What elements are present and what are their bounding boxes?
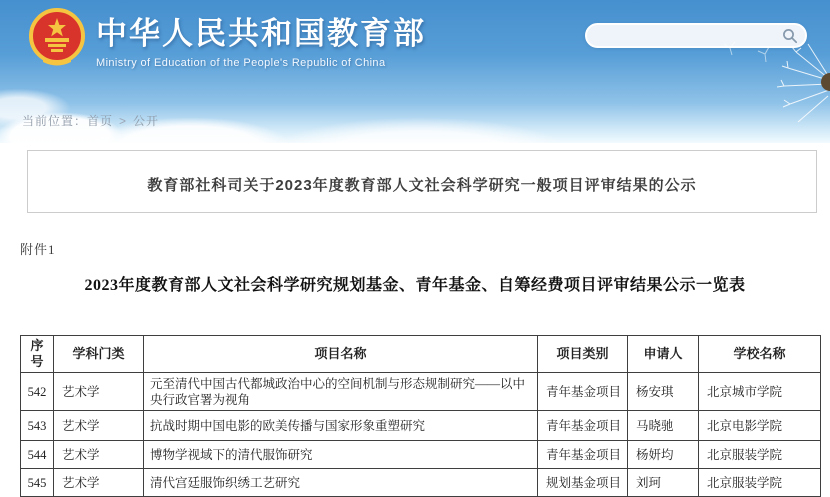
brand-text <box>96 8 426 69</box>
column-header: 序号 <box>21 336 54 373</box>
table-cell: 545 <box>21 469 54 497</box>
document-title-box <box>27 150 817 213</box>
table-title: 2023年度教育部人文社会科学研究规划基金、青年基金、自筹经费项目评审结果公示一览表 <box>84 277 746 294</box>
results-table <box>20 335 821 497</box>
table-cell: 元至清代中国古代都城政治中心的空间机制与形态规制研究——以中央行政官署为视角 <box>144 373 538 411</box>
table-cell: 544 <box>21 441 54 469</box>
table-row <box>21 373 821 411</box>
breadcrumb-public[interactable]: 公开 <box>133 114 160 128</box>
column-header: 项目名称 <box>144 336 538 373</box>
table-header <box>21 336 821 373</box>
table-cell: 青年基金项目 <box>538 373 628 411</box>
site-header <box>0 0 830 143</box>
table-body <box>21 373 821 497</box>
table-cell: 清代宫廷服饰织绣工艺研究 <box>144 469 538 497</box>
table-cell: 北京城市学院 <box>699 373 821 411</box>
column-header: 申请人 <box>628 336 699 373</box>
table-cell: 青年基金项目 <box>538 411 628 441</box>
search-input[interactable] <box>587 25 782 46</box>
table-cell: 北京服装学院 <box>699 441 821 469</box>
table-cell: 北京服装学院 <box>699 469 821 497</box>
table-cell: 刘珂 <box>628 469 699 497</box>
site-title: 中华人民共和国教育部 <box>96 15 426 51</box>
table-cell: 杨妍均 <box>628 441 699 469</box>
table-cell: 艺术学 <box>54 441 144 469</box>
site-subtitle: Ministry of Education of the People's Republic of China <box>96 56 386 69</box>
search-box[interactable] <box>585 23 807 48</box>
table-row <box>21 411 821 441</box>
dandelion-decoration-icon <box>710 40 830 140</box>
table-cell: 博物学视域下的清代服饰研究 <box>144 441 538 469</box>
table-cell: 543 <box>21 411 54 441</box>
table-header-row <box>21 336 821 373</box>
table-cell: 抗战时期中国电影的欧美传播与国家形象重塑研究 <box>144 411 538 441</box>
table-cell: 马晓驰 <box>628 411 699 441</box>
breadcrumb <box>22 112 159 129</box>
national-emblem-icon <box>28 6 86 70</box>
breadcrumb-separator: > <box>119 114 128 128</box>
column-header: 学科门类 <box>54 336 144 373</box>
table-cell: 规划基金项目 <box>538 469 628 497</box>
breadcrumb-home[interactable]: 首页 <box>87 114 114 128</box>
brand-link[interactable] <box>28 6 426 70</box>
table-cell: 艺术学 <box>54 411 144 441</box>
column-header: 项目类别 <box>538 336 628 373</box>
table-cell: 艺术学 <box>54 373 144 411</box>
table-cell: 北京电影学院 <box>699 411 821 441</box>
table-cell: 542 <box>21 373 54 411</box>
table-cell: 杨安琪 <box>628 373 699 411</box>
document-title: 教育部社科司关于2023年度教育部人文社会科学研究一般项目评审结果的公示 <box>147 177 697 194</box>
table-row <box>21 441 821 469</box>
table-cell: 艺术学 <box>54 469 144 497</box>
column-header: 学校名称 <box>699 336 821 373</box>
attachment-label: 附件1 <box>20 242 56 257</box>
breadcrumb-label: 当前位置： <box>22 114 88 128</box>
search-icon[interactable] <box>782 28 798 44</box>
table-cell: 青年基金项目 <box>538 441 628 469</box>
table-row <box>21 469 821 497</box>
